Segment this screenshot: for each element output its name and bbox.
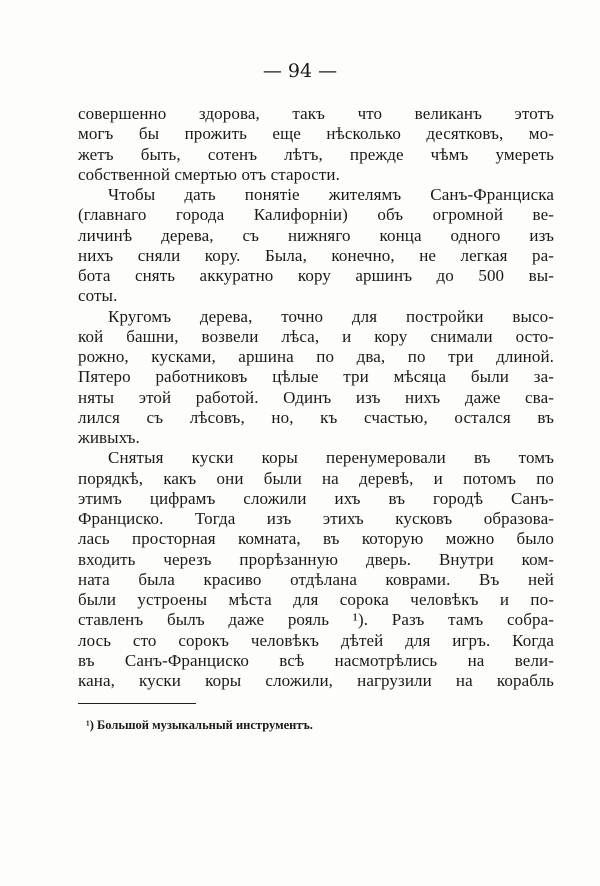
text-line: порядкѣ, какъ они были на деревѣ, и потомъ по — [78, 468, 554, 488]
footnote: ¹) Большой музыкальный инструментъ. — [86, 718, 313, 732]
text-line: Снятыя куски коры перенумеровали въ томъ — [108, 448, 554, 468]
text-line: Чтобы дать понятіе жителямъ Санъ-Франциска — [108, 185, 554, 204]
text-line: (главнаго города Калифорніи) объ огромной ве- — [78, 205, 554, 225]
text-line: живыхъ. — [78, 428, 140, 447]
text-line: ната была красиво отдѣлана коврами. Въ ней — [78, 569, 554, 589]
text-line: бота снять аккуратно кору аршинъ до 500 вы- — [78, 266, 554, 285]
text-line: кана, куски коры сложили, нагрузили на корабль — [78, 671, 554, 690]
text-line: соты. — [78, 286, 118, 306]
footnote-divider — [78, 703, 196, 704]
body-text — [78, 104, 554, 691]
text-line: были устроены мѣста для сорока человѣкъ и по- — [78, 590, 554, 609]
paragraph — [78, 185, 554, 307]
text-line: входить черезъ прорѣзанную дверь. Внутри ком- — [78, 549, 554, 569]
text-line: лился съ лѣсовъ, но, къ счастью, остался въ — [78, 407, 554, 427]
text-line: няты этой работой. Одинъ изъ нихъ даже сва- — [78, 387, 554, 407]
text-line: рожно, кусками, аршина по два, по три длиной. — [78, 347, 554, 366]
text-line: этимъ цифрамъ сложили ихъ въ городѣ Санъ- — [78, 488, 554, 508]
paragraph — [78, 104, 554, 185]
text-line: жетъ быть, сотенъ лѣтъ, прежде чѣмъ умереть — [78, 144, 554, 164]
text-line: ставленъ былъ даже рояль ¹). Разъ тамъ собра- — [78, 610, 554, 630]
text-line: лась просторная комната, въ которую можно было — [78, 529, 554, 549]
text-line: Франциско. Тогда изъ этихъ кусковъ образова- — [78, 509, 554, 528]
text-line: кой башни, возвели лѣса, и кору снимали осто- — [78, 326, 554, 346]
text-line: собственной смертью отъ старости. — [78, 164, 340, 184]
text-line: Пятеро работниковъ цѣлые три мѣсяца были за- — [78, 367, 554, 387]
text-line: нихъ сняли кору. Была, конечно, не легкая ра- — [78, 245, 554, 265]
paragraph — [78, 448, 554, 691]
text-line: въ Санъ-Франциско всѣ насмотрѣлись на вели- — [78, 650, 554, 670]
text-line: лось сто сорокъ человѣкъ дѣтей для игръ. Когда — [78, 630, 554, 650]
paragraph — [78, 307, 554, 449]
text-line: Кругомъ дерева, точно для постройки высо- — [108, 306, 554, 326]
text-line: совершенно здорова, такъ что великанъ этотъ — [78, 104, 554, 123]
text-line: личинѣ дерева, съ нижняго конца одного изъ — [78, 225, 554, 245]
text-line: могъ бы прожить еще нѣсколько десятковъ, мо- — [78, 124, 554, 144]
page-number: — 94 — — [262, 60, 338, 82]
